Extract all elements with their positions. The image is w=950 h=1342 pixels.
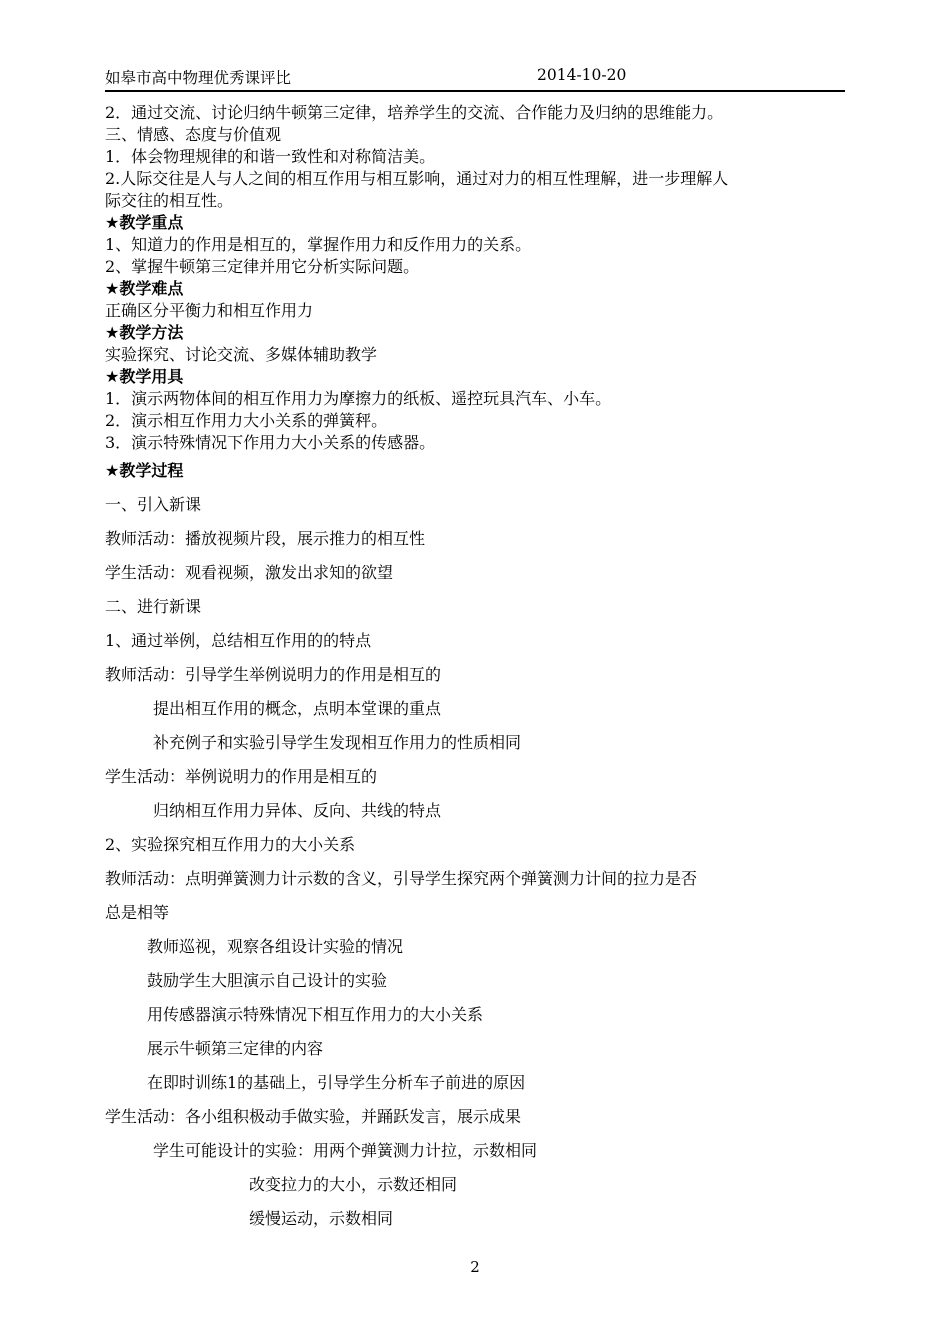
section-2-teacher-activity-5: 展示牛顿第三定律的内容 — [147, 1039, 324, 1058]
section-1-teacher-activity: 教师活动：引导学生举例说明力的作用是相互的 — [105, 665, 442, 684]
key-points-heading: ★教学重点 — [105, 213, 184, 232]
key-point-item-1: 1、知道力的作用是相互的，掌握作用力和反作用力的关系。 — [105, 235, 532, 254]
section-1-teacher-activity-2: 提出相互作用的概念，点明本堂课的重点 — [153, 699, 442, 718]
new-lesson-title: 二、进行新课 — [105, 597, 202, 616]
intro-teacher-activity: 教师活动：播放视频片段，展示推力的相互性 — [105, 529, 426, 548]
section-1-student-activity: 学生活动：举例说明力的作用是相互的 — [105, 767, 378, 786]
difficulties-heading: ★教学难点 — [105, 279, 184, 298]
tools-item-3: 3．演示特殊情况下作用力大小关系的传感器。 — [105, 433, 436, 452]
section-2-teacher-activity-line-1: 教师活动：点明弹簧测力计示数的含义，引导学生探究两个弹簧测力计间的拉力是否 — [105, 869, 698, 888]
section-2-student-activity-2: 学生可能设计的实验：用两个弹簧测力计拉，示数相同 — [153, 1141, 538, 1160]
header-date: 2014-10-20 — [537, 66, 627, 84]
tools-heading: ★教学用具 — [105, 367, 184, 386]
header-school: 如皋市高中物理优秀课评比 — [105, 69, 292, 87]
difficulties-text: 正确区分平衡力和相互作用力 — [105, 301, 314, 320]
tools-item-1: 1．演示两物体间的相互作用力为摩擦力的纸板、遥控玩具汽车、小车。 — [105, 389, 612, 408]
objective-skills-item-2: 2．通过交流、讨论归纳牛顿第三定律，培养学生的交流、合作能力及归纳的思维能力。 — [105, 103, 724, 122]
key-point-item-2: 2、掌握牛顿第三定律并用它分析实际问题。 — [105, 257, 420, 276]
process-heading: ★教学过程 — [105, 461, 184, 480]
emotion-item-1: 1．体会物理规律的和谐一致性和对称简洁美。 — [105, 147, 436, 166]
intro-title: 一、引入新课 — [105, 495, 202, 514]
page-number: 2 — [470, 1258, 480, 1276]
section-2-teacher-activity-2: 教师巡视，观察各组设计实验的情况 — [147, 937, 404, 956]
emotion-section-title: 三、情感、态度与价值观 — [105, 125, 282, 144]
section-2-student-activity-4: 缓慢运动，示数相同 — [249, 1209, 394, 1228]
section-2-title: 2、实验探究相互作用力的大小关系 — [105, 835, 356, 854]
section-2-teacher-activity-3: 鼓励学生大胆演示自己设计的实验 — [147, 971, 388, 990]
emotion-item-2-line-1: 2.人际交往是人与人之间的相互作用与相互影响，通过对力的相互性理解，进一步理解人 — [105, 169, 729, 188]
section-1-title: 1、通过举例，总结相互作用的的特点 — [105, 631, 372, 650]
emotion-item-2-line-2: 际交往的相互性。 — [105, 191, 234, 210]
intro-student-activity: 学生活动：观看视频，激发出求知的欲望 — [105, 563, 394, 582]
section-1-student-activity-2: 归纳相互作用力异体、反向、共线的特点 — [153, 801, 442, 820]
tools-item-2: 2．演示相互作用力大小关系的弹簧秤。 — [105, 411, 388, 430]
document-body — [105, 102, 850, 1236]
methods-heading: ★教学方法 — [105, 323, 184, 342]
section-2-teacher-activity-4: 用传感器演示特殊情况下相互作用力的大小关系 — [147, 1005, 484, 1024]
section-2-teacher-activity-6: 在即时训练1的基础上，引导学生分析车子前进的原因 — [147, 1073, 526, 1092]
page-header — [105, 64, 845, 92]
section-1-teacher-activity-3: 补充例子和实验引导学生发现相互作用力的性质相同 — [153, 733, 522, 752]
section-2-teacher-activity-line-2: 总是相等 — [105, 903, 170, 922]
section-2-student-activity-3: 改变拉力的大小，示数还相同 — [249, 1175, 458, 1194]
methods-text: 实验探究、讨论交流、多媒体辅助教学 — [105, 345, 378, 364]
section-2-student-activity: 学生活动：各小组积极动手做实验，并踊跃发言，展示成果 — [105, 1107, 522, 1126]
